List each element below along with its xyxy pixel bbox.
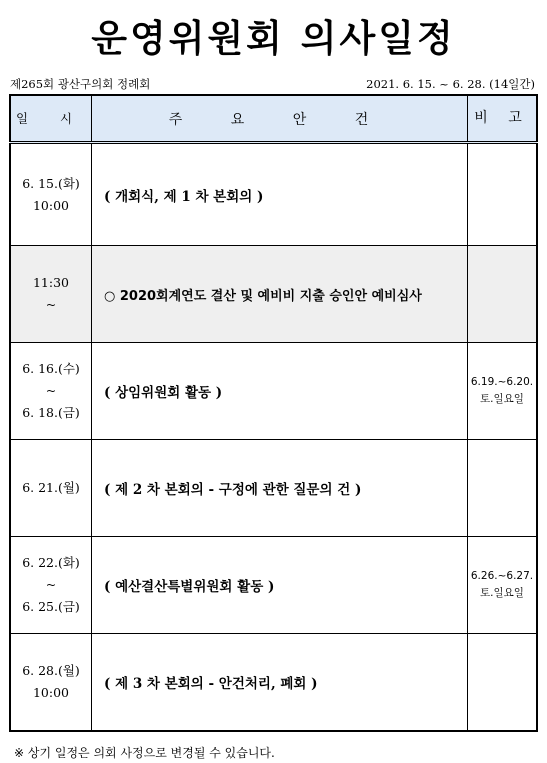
note-cell	[468, 440, 538, 537]
date-cell: 6. 21.(월)	[10, 440, 92, 537]
note-cell: 6.19.~6.20. 토.일요일	[468, 343, 538, 440]
date-cell: 6. 28.(월) 10:00	[10, 634, 92, 731]
table-row	[10, 537, 537, 634]
note-cell: 6.26.~6.27. 토.일요일	[468, 537, 538, 634]
note-cell	[468, 143, 538, 246]
agenda-cell: ( 상임위원회 활동 )	[92, 343, 468, 440]
header-date: 일 시	[10, 95, 92, 143]
note-cell	[468, 634, 538, 731]
page-title: 운영위원회 의사일정	[91, 17, 456, 60]
session-period: 2021. 6. 15. ~ 6. 28. (14일간)	[366, 77, 535, 91]
agenda-cell: ○ 2020회계연도 결산 및 예비비 지출 승인안 예비심사	[92, 246, 468, 343]
table-row	[10, 143, 537, 246]
table-row	[10, 634, 537, 731]
agenda-cell: ( 예산결산특별위원회 활동 )	[92, 537, 468, 634]
header-agenda: 주 요 안 건	[92, 95, 468, 143]
date-cell: 11:30 ~	[10, 246, 92, 343]
session-label: 제265회 광산구의회 정례회	[10, 77, 151, 91]
note-cell	[468, 246, 538, 343]
schedule-table	[9, 94, 538, 732]
agenda-cell: ( 제 3 차 본회의 - 안건처리, 폐회 )	[92, 634, 468, 731]
agenda-cell: ( 제 2 차 본회의 - 구정에 관한 질문의 건 )	[92, 440, 468, 537]
table-row	[10, 343, 537, 440]
header-note: 비 고	[468, 95, 538, 143]
table-row	[10, 440, 537, 537]
date-cell: 6. 22.(화) ~ 6. 25.(금)	[10, 537, 92, 634]
date-cell: 6. 15.(화) 10:00	[10, 143, 92, 246]
footnote: ※ 상기 일정은 의회 사정으로 변경될 수 있습니다.	[14, 746, 275, 760]
agenda-cell: ( 개회식, 제 1 차 본회의 )	[92, 143, 468, 246]
table-row	[10, 246, 537, 343]
date-cell: 6. 16.(수) ~ 6. 18.(금)	[10, 343, 92, 440]
